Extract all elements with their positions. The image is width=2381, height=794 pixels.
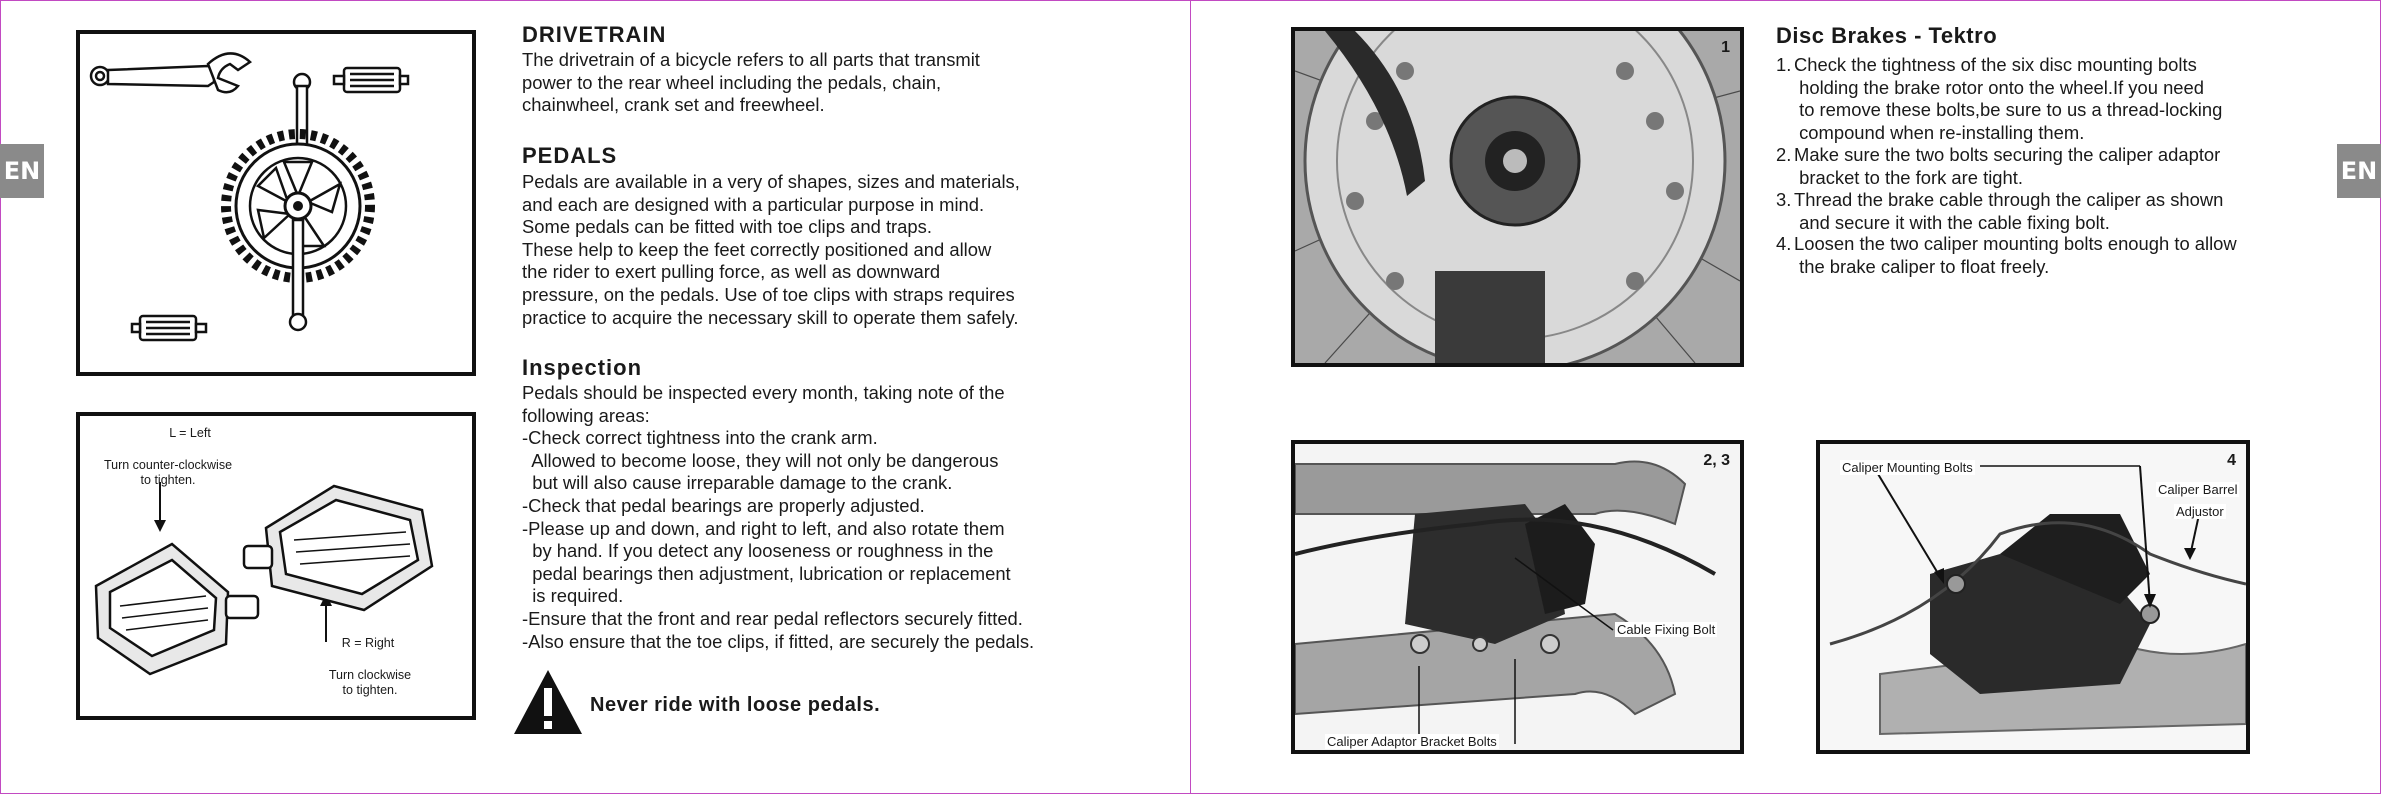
warning-text: Never ride with loose pedals. — [590, 694, 881, 716]
page-fold — [1190, 0, 1191, 794]
photo-rotor-bolts — [1291, 27, 1744, 367]
step-1-number: 1. — [1776, 54, 1792, 75]
inspection-heading: Inspection — [522, 355, 643, 380]
drivetrain-body: The drivetrain of a bicycle refers to all parts that transmit power to the rear wheel including the pedals, chain, chainwheel, crank set and freewheel. — [522, 49, 980, 116]
step-3-number: 3. — [1776, 189, 1792, 210]
adjustor-callout: Adjustor — [2176, 504, 2224, 519]
wrench-icon — [91, 53, 250, 92]
drivetrain-drawing — [80, 34, 472, 372]
left-pedal-icon — [96, 544, 258, 674]
language-tab-right: EN — [2337, 144, 2381, 198]
caliper-photo-drawing — [1295, 444, 1740, 750]
language-tab-left: EN — [0, 144, 44, 198]
left-pedal-instruction: Turn counter-clockwise to tighten. — [103, 458, 233, 487]
step-4-number: 4. — [1776, 233, 1792, 254]
step-2-text: Make sure the two bolts securing the caliper adaptor bracket to the fork are tight. — [1794, 144, 2221, 188]
drivetrain-illustration — [76, 30, 476, 376]
step-4-text: Loosen the two caliper mounting bolts enough to allow the brake caliper to float freely. — [1794, 233, 2237, 277]
step-3-text: Thread the brake cable through the caliper as shown and secure it with the cable fixing bolt. — [1794, 189, 2224, 233]
pedal-left-right-illustration — [76, 412, 476, 720]
photo-1-label: 1 — [1721, 39, 1730, 56]
right-pedal-instruction: Turn clockwise to tighten. — [328, 668, 412, 697]
left-pedal-key: L = Left — [169, 426, 211, 440]
step-2-number: 2. — [1776, 144, 1792, 165]
inspection-body: Pedals should be inspected every month, taking note of the following areas: -Check correct tightness into the crank arm. Allowed to become loose, they will not only be dangerous but will also cause irreparable damage to the crank. -Check that pedal bearings are properly adjusted. -Please up and down, and right to left, and also rotate them by hand. If you detect any looseness or roughness in the pedal bearings then adjustment, lubrication or replacement is required. -Ensure that the front and rear pedal reflectors securely fitted. -Also ensure that the toe clips, if fitted, are securely the pedals. — [522, 382, 1035, 652]
step-1-text: Check the tightness of the six disc mounting bolts holding the brake rotor onto the wheel.If you need to remove these bolts,be sure to us a thread-locking compound when re-installing them. — [1794, 54, 2223, 143]
right-pedal-key: R = Right — [341, 636, 395, 650]
drivetrain-heading: DRIVETRAIN — [522, 22, 667, 47]
pedal-top-icon — [334, 68, 408, 92]
photo-caliper-cable — [1291, 440, 1744, 754]
disc-brakes-heading: Disc Brakes - Tektro — [1776, 23, 1998, 48]
crank-arm-bottom — [290, 220, 306, 330]
right-pedal-icon — [244, 486, 432, 610]
pedal-bottom-icon — [132, 316, 206, 340]
pedals-heading: PEDALS — [522, 143, 618, 168]
rotor-photo-drawing — [1295, 31, 1740, 363]
warning-icon — [512, 668, 584, 736]
photo-4-label: 4 — [2227, 452, 2236, 469]
caliper-mounting-bolts-callout: Caliper Mounting Bolts — [1842, 460, 1973, 475]
cable-fixing-bolt-callout: Cable Fixing Bolt — [1617, 622, 1716, 637]
photo-2-3-label: 2, 3 — [1703, 452, 1730, 469]
caliper-adaptor-bracket-bolts-callout: Caliper Adaptor Bracket Bolts — [1327, 734, 1497, 749]
caliper-barrel-callout: Caliper Barrel — [2158, 482, 2238, 497]
photo-caliper-mounting — [1816, 440, 2250, 754]
pedals-body: Pedals are available in a very of shapes, sizes and materials, and each are designed with a particular purpose in mind. Some pedals can be fitted with toe clips and traps. These help to keep the feet correctly positioned and allow the rider to exert pulling force, as well as downward pressure, on the pedals. Use of toe clips with straps requires practice to acquire the necessary skill to operate them safely. — [522, 171, 1020, 328]
